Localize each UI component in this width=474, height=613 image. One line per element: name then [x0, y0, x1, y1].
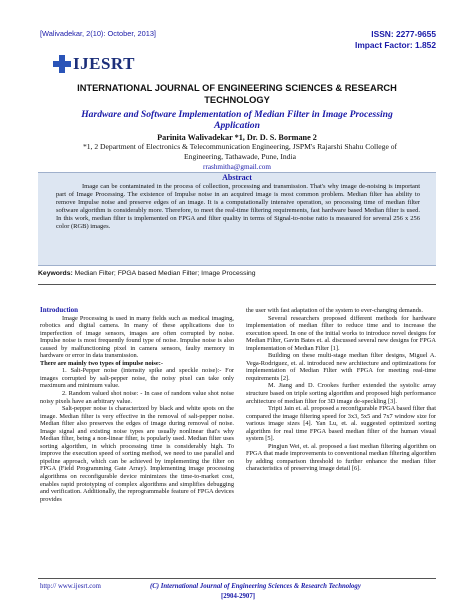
journal-name-line2: TECHNOLOGY: [204, 94, 270, 105]
paragraph: M. Jiang and D. Crookes further extended the systolic array structure based on triple sorting algorithm and proposed high performance architecture of median filter for 3D image de-speckling [3].: [246, 382, 436, 405]
authors: Parinita Walivadekar *1, Dr. D. S. Bormane 2: [157, 133, 317, 142]
paper-title-line2: Application: [214, 119, 260, 131]
issn: ISSN: 2277-9655: [371, 29, 436, 39]
introduction-heading: Introduction: [40, 306, 78, 314]
affiliation-line1: *1, 2 Department of Electronics & Telecommunication Engineering, JSPM's Rajarshi Shahu College of: [82, 142, 398, 151]
paragraph: Pingjun Wei, et. al. proposed a fast median filtering algorithm on FPGA that made improvements to conventional median filtering algorithm by adding comparison threshold to further enhance the median filter characteristics of preserving image detail [6].: [246, 442, 436, 473]
cross-icon: [53, 55, 71, 73]
paragraph: Tripti Jain et. al. proposed a reconfigurable FPGA based filter that compared the image filtering speed for 3x3, 5x5 and 7x7 window size for various image sizes [4]. Yan Lu, et. al. suggested optimized sorting algorithm for real time FPGA based median filter of the human visual system [5].: [246, 405, 436, 443]
paragraph: Several researchers proposed different methods for hardware implementation of median filter to reduce time and to increase the execution speed. In one of the initial works to introduce novel designs for Median Filter, Gavin Bates et. al. discussed several new designs for FPGA implementation of Median Filter [1].: [246, 314, 436, 352]
paragraph: the user with fast adaptation of the system to ever-changing demands.: [246, 307, 423, 314]
affiliation-line2: Engineering, Tathawade, Pune, India: [184, 152, 296, 161]
journal-logo: [53, 53, 135, 75]
list-item: 1. Salt-Pepper noise (intensity spike and speckle noise):- For images corrupted by salt-pepper noise, the noisy pixel can take only maximum and minimum value.: [40, 367, 234, 390]
right-column: [246, 307, 436, 473]
issn-block: [355, 29, 436, 51]
abstract-heading: Abstract: [222, 173, 252, 182]
paragraph: Building on these multi-stage median filter designs, Miguel A. Vega-Rodriguez, et. al. introduced new architecture and optimizations for implementation of Median Filter with FPGA for meeting real-time requirements [2].: [246, 352, 436, 382]
footer-url[interactable]: http:// www.ijesrt.com: [40, 583, 101, 590]
footer-journal-text: (C) International Journal of Engineering Sciences & Research Technology: [150, 583, 361, 590]
list-item: 2. Random valued shot noise: - In case of random value shot noise noisy pixels have an arbitrary value.: [40, 390, 234, 405]
paragraph: Salt-pepper noise is characterized by black and white spots on the image. Median filter is very effective in the removal of salt-pepper noise. Median filter also preserves the edges of image during removal of noise. Image signal and existing noise types are usually nonlinear that's why Median filter, being a non-linear filter, is popularly used. Median filter uses sorting algorithm, in which processing time is considerably high. To improve the execution speed of sorting method, we need to use parallel and pipeline approach, which can be achieved by implementing the filter on FPGA (Field Programming Gate Array). Implementing image processing algorithms on reconfigurable device minimizes the time-to-market cost, enables rapid prototyping of complex algorithms and simplifies debugging and verification. Additionally, the reprogrammable feature of FPGA devices provides: [40, 405, 234, 503]
noise-types-heading: There are mainly two types of impulse noise:-: [40, 359, 163, 367]
journal-name-line1: INTERNATIONAL JOURNAL OF ENGINEERING SCIENCES & RESEARCH: [77, 83, 397, 93]
journal-name: [38, 83, 436, 106]
footer-divider: [38, 578, 436, 579]
affiliation: [50, 142, 430, 162]
email[interactable]: rrashmitha@gmail.com: [203, 163, 271, 171]
logo-text: IJESRT: [73, 54, 135, 73]
divider: [38, 284, 436, 285]
footer-pages: [2904-2907]: [221, 593, 255, 600]
paragraph: Image Processing is used in many fields such as medical imaging, robotics and digital camera. In many of these applications due to imperfection of image sensors, images are often corrupted by noise. Impulse noise is most frequently found type of noise. Impulse noise is also caused by malfunctioning pixel in camera sensors, faulty memory in hardware or error in data transmission.: [40, 314, 234, 360]
keywords-text: Median Filter; FPGA based Median Filter; Image Processing: [72, 270, 256, 277]
abstract-text: Image can be contaminated in the process of collection, processing and transmission. That's why image de-noising is important part of Image Processing. The existence of Impulse noise in an acquired image is most common problem. Median filter has ability to remove Impulse noise and preserve edges of an image. It is a computationally intensive operation, so processing time of median filter software algorithm is considerably more. Therefore, to meet the real-time filtering requirements, fast hardware based Median filter is used. In this work, median filter is implemented on FPGA and filter quality in terms of Signal-to-noise ratio is measured for several 256 x 256 color (RGB) images.: [56, 183, 420, 231]
left-column: [40, 307, 234, 503]
paper-title: [40, 110, 434, 131]
citation: [Walivadekar, 2(10): October, 2013]: [40, 29, 156, 38]
footer-journal: [150, 583, 436, 590]
impact-factor: Impact Factor: 1.852: [355, 40, 436, 50]
keywords: [38, 270, 436, 277]
paper-title-line1: Hardware and Software Implementation of Median Filter in Image Processing: [81, 109, 393, 120]
keywords-label: Keywords:: [38, 270, 73, 277]
